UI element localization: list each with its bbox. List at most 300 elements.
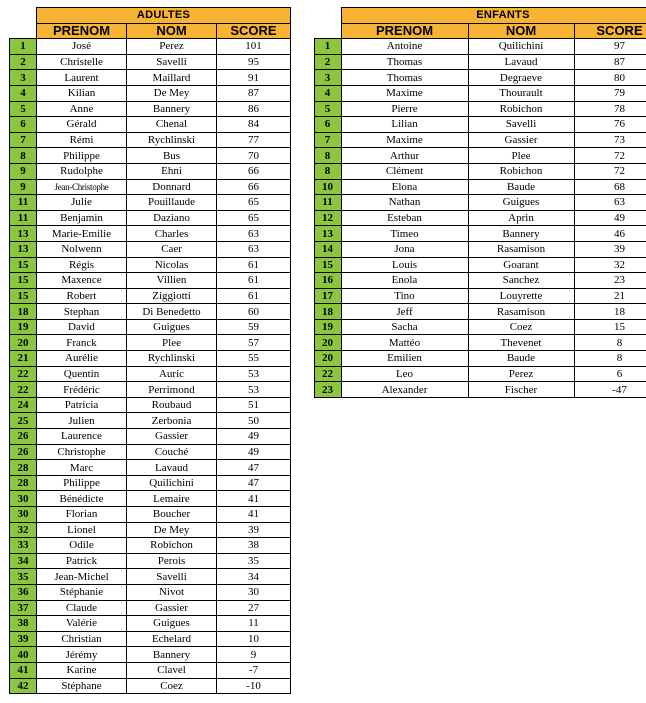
table-row <box>10 226 291 242</box>
blank-corner <box>290 8 314 24</box>
score-cell: 72 <box>574 163 646 179</box>
score-cell: 66 <box>217 163 291 179</box>
table-row <box>290 39 646 55</box>
nom-cell: Rasamison <box>468 304 574 320</box>
prenom-cell: Valérie <box>37 616 127 632</box>
nom-cell: Degraeve <box>468 70 574 86</box>
spacer-cell <box>290 382 314 398</box>
score-cell: 10 <box>217 631 291 647</box>
table-row <box>290 132 646 148</box>
rank-cell: 20 <box>10 335 37 351</box>
table-row <box>10 616 291 632</box>
rank-cell: 32 <box>10 522 37 538</box>
prenom-cell: Karine <box>37 662 127 678</box>
rank-cell: 15 <box>10 273 37 289</box>
prenom-cell: Maxime <box>341 132 468 148</box>
score-cell: 95 <box>217 54 291 70</box>
table-row <box>10 491 291 507</box>
rank-cell: 26 <box>10 429 37 445</box>
prenom-cell: Claude <box>37 600 127 616</box>
spacer-cell <box>290 226 314 242</box>
table-row <box>10 335 291 351</box>
rank-cell: 3 <box>10 70 37 86</box>
score-cell: 27 <box>217 600 291 616</box>
rank-cell: 37 <box>10 600 37 616</box>
score-cell: -7 <box>217 662 291 678</box>
nom-cell: Clavel <box>127 662 217 678</box>
prenom-cell: Jean-Christophe <box>37 179 127 195</box>
prenom-cell: Benjamin <box>37 210 127 226</box>
nom-cell: Auric <box>127 366 217 382</box>
rank-cell: 12 <box>314 210 341 226</box>
table-row <box>10 460 291 476</box>
rank-cell: 25 <box>10 413 37 429</box>
table-row <box>10 101 291 117</box>
nom-cell: Bannery <box>127 647 217 663</box>
prenom-cell: Franck <box>37 335 127 351</box>
nom-cell: Rasamison <box>468 241 574 257</box>
table-row <box>10 210 291 226</box>
nom-cell: Thevenet <box>468 335 574 351</box>
table-row <box>290 163 646 179</box>
nom-cell: Perez <box>127 39 217 55</box>
spacer-cell <box>290 70 314 86</box>
table-row <box>10 163 291 179</box>
prenom-cell: Marie-Emilie <box>37 226 127 242</box>
column-header-score: SCORE <box>574 23 646 39</box>
rank-cell: 2 <box>314 54 341 70</box>
table-row <box>290 101 646 117</box>
column-header-prenom: PRENOM <box>341 23 468 39</box>
prenom-cell: Stéphanie <box>37 584 127 600</box>
table-row <box>10 195 291 211</box>
rank-cell: 40 <box>10 647 37 663</box>
score-cell: 55 <box>217 351 291 367</box>
rank-cell: 33 <box>10 538 37 554</box>
nom-cell: Perois <box>127 553 217 569</box>
rank-cell: 23 <box>314 382 341 398</box>
nom-cell: Boucher <box>127 507 217 523</box>
prenom-cell: Philippe <box>37 475 127 491</box>
score-cell: 34 <box>217 569 291 585</box>
rank-cell: 19 <box>314 319 341 335</box>
rank-cell: 13 <box>314 226 341 242</box>
score-cell: 46 <box>574 226 646 242</box>
prenom-cell: Stephan <box>37 304 127 320</box>
rank-cell: 20 <box>314 351 341 367</box>
prenom-cell: Jean-Michel <box>37 569 127 585</box>
nom-cell: Chenal <box>127 117 217 133</box>
nom-cell: Coez <box>127 678 217 694</box>
score-cell: 49 <box>217 429 291 445</box>
score-cell: 11 <box>217 616 291 632</box>
rank-cell: 18 <box>10 304 37 320</box>
nom-cell: Perrimond <box>127 382 217 398</box>
prenom-cell: Rudolphe <box>37 163 127 179</box>
nom-cell: Caer <box>127 241 217 257</box>
spacer-cell <box>290 179 314 195</box>
nom-cell: Lavaud <box>468 54 574 70</box>
rank-cell: 6 <box>10 117 37 133</box>
table-row <box>10 553 291 569</box>
score-cell: 51 <box>217 397 291 413</box>
nom-cell: Thourault <box>468 85 574 101</box>
rank-cell: 21 <box>10 351 37 367</box>
blank-corner <box>290 23 314 39</box>
score-cell: 86 <box>217 101 291 117</box>
score-cell: 78 <box>574 101 646 117</box>
table-row <box>10 148 291 164</box>
score-cell: 66 <box>217 179 291 195</box>
prenom-cell: Antoine <box>341 39 468 55</box>
spacer-cell <box>290 163 314 179</box>
score-cell: 39 <box>217 522 291 538</box>
table-row <box>10 288 291 304</box>
score-cell: 23 <box>574 273 646 289</box>
rank-cell: 39 <box>10 631 37 647</box>
prenom-cell: Stéphane <box>37 678 127 694</box>
nom-cell: Ziggiotti <box>127 288 217 304</box>
prenom-cell: Frédéric <box>37 382 127 398</box>
spacer-cell <box>290 210 314 226</box>
rank-cell: 34 <box>10 553 37 569</box>
nom-cell: Roubaud <box>127 397 217 413</box>
rank-cell: 22 <box>10 366 37 382</box>
prenom-cell: Quentin <box>37 366 127 382</box>
table-row <box>10 70 291 86</box>
nom-cell: Robichon <box>468 163 574 179</box>
nom-cell: Rychlinski <box>127 132 217 148</box>
rank-cell: 8 <box>314 163 341 179</box>
nom-cell: Savelli <box>468 117 574 133</box>
rank-cell: 24 <box>10 397 37 413</box>
rank-cell: 16 <box>314 273 341 289</box>
nom-cell: Louyrette <box>468 288 574 304</box>
score-cell: 50 <box>217 413 291 429</box>
nom-cell: Bannery <box>127 101 217 117</box>
rank-cell: 26 <box>10 444 37 460</box>
rank-cell: 41 <box>10 662 37 678</box>
nom-cell: Charles <box>127 226 217 242</box>
table-row <box>10 569 291 585</box>
blank-corner <box>10 8 37 24</box>
score-cell: 79 <box>574 85 646 101</box>
spacer-cell <box>290 241 314 257</box>
enfants-title: ENFANTS <box>341 8 646 24</box>
nom-cell: Gassier <box>468 132 574 148</box>
prenom-cell: Philippe <box>37 148 127 164</box>
table-row <box>10 429 291 445</box>
prenom-cell: Christelle <box>37 54 127 70</box>
prenom-cell: Sacha <box>341 319 468 335</box>
rank-cell: 42 <box>10 678 37 694</box>
table-row <box>10 54 291 70</box>
blank-corner <box>314 8 341 24</box>
table-row <box>290 85 646 101</box>
rank-cell: 4 <box>10 85 37 101</box>
score-cell: 91 <box>217 70 291 86</box>
score-cell: 6 <box>574 366 646 382</box>
score-cell: 39 <box>574 241 646 257</box>
prenom-cell: Alexander <box>341 382 468 398</box>
score-cell: 70 <box>217 148 291 164</box>
column-header-prenom: PRENOM <box>37 23 127 39</box>
spacer-cell <box>290 304 314 320</box>
prenom-cell: Enola <box>341 273 468 289</box>
table-row <box>290 54 646 70</box>
score-cell: 49 <box>574 210 646 226</box>
table-row <box>290 241 646 257</box>
table-row <box>10 475 291 491</box>
prenom-cell: Lionel <box>37 522 127 538</box>
table-row <box>10 584 291 600</box>
adultes-table <box>9 7 291 694</box>
rank-cell: 4 <box>314 85 341 101</box>
prenom-cell: Jeff <box>341 304 468 320</box>
column-header-nom: NOM <box>127 23 217 39</box>
nom-cell: Baude <box>468 351 574 367</box>
enfants-table <box>290 7 646 398</box>
blank-corner <box>10 23 37 39</box>
rank-cell: 13 <box>10 226 37 242</box>
nom-cell: Baude <box>468 179 574 195</box>
table-row <box>290 319 646 335</box>
score-cell: 15 <box>574 319 646 335</box>
prenom-cell: Christophe <box>37 444 127 460</box>
prenom-cell: Esteban <box>341 210 468 226</box>
table-row <box>10 444 291 460</box>
table-row <box>10 304 291 320</box>
nom-cell: De Mey <box>127 522 217 538</box>
spacer-cell <box>290 257 314 273</box>
spacer-cell <box>290 335 314 351</box>
nom-cell: Donnard <box>127 179 217 195</box>
nom-cell: Robichon <box>468 101 574 117</box>
nom-cell: Di Benedetto <box>127 304 217 320</box>
spacer-cell <box>290 148 314 164</box>
nom-cell: Quilichini <box>127 475 217 491</box>
prenom-cell: Régis <box>37 257 127 273</box>
score-cell: 53 <box>217 382 291 398</box>
table-row <box>10 631 291 647</box>
adultes-rows <box>10 39 291 694</box>
table-row <box>290 257 646 273</box>
nom-cell: Nivot <box>127 584 217 600</box>
table-row <box>10 413 291 429</box>
score-cell: 76 <box>574 117 646 133</box>
prenom-cell: Jona <box>341 241 468 257</box>
score-cell: 87 <box>574 54 646 70</box>
table-row <box>290 226 646 242</box>
score-cell: 41 <box>217 491 291 507</box>
score-cell: 65 <box>217 210 291 226</box>
score-cell: 65 <box>217 195 291 211</box>
score-cell: 59 <box>217 319 291 335</box>
table-row <box>10 662 291 678</box>
table-row <box>290 273 646 289</box>
score-cell: 47 <box>217 460 291 476</box>
nom-cell: Bannery <box>468 226 574 242</box>
rank-cell: 22 <box>10 382 37 398</box>
prenom-cell: Nolwenn <box>37 241 127 257</box>
rank-cell: 11 <box>314 195 341 211</box>
blank-corner <box>314 23 341 39</box>
table-row <box>10 538 291 554</box>
score-cell: 38 <box>217 538 291 554</box>
prenom-cell: Julie <box>37 195 127 211</box>
table-row <box>10 351 291 367</box>
prenom-cell: Maxime <box>341 85 468 101</box>
score-cell: 87 <box>217 85 291 101</box>
spacer-cell <box>290 39 314 55</box>
spacer-cell <box>290 101 314 117</box>
prenom-cell: Thomas <box>341 54 468 70</box>
nom-cell: Lemaire <box>127 491 217 507</box>
prenom-cell: Leo <box>341 366 468 382</box>
prenom-cell: Laurent <box>37 70 127 86</box>
spacer-cell <box>290 319 314 335</box>
prenom-cell: Tino <box>341 288 468 304</box>
score-cell: 63 <box>217 226 291 242</box>
rank-cell: 14 <box>314 241 341 257</box>
score-cell: 8 <box>574 351 646 367</box>
score-cell: 21 <box>574 288 646 304</box>
nom-cell: Pouillaude <box>127 195 217 211</box>
nom-cell: Aprin <box>468 210 574 226</box>
rank-cell: 7 <box>314 132 341 148</box>
table-row <box>290 210 646 226</box>
rank-cell: 35 <box>10 569 37 585</box>
rank-cell: 9 <box>10 179 37 195</box>
rank-cell: 28 <box>10 475 37 491</box>
rank-cell: 17 <box>314 288 341 304</box>
prenom-cell: Patrick <box>37 553 127 569</box>
table-row <box>10 397 291 413</box>
spacer-cell <box>290 195 314 211</box>
prenom-cell: Christian <box>37 631 127 647</box>
table-row <box>10 678 291 694</box>
spacer-cell <box>290 117 314 133</box>
score-cell: 80 <box>574 70 646 86</box>
rank-cell: 13 <box>10 241 37 257</box>
score-cell: 61 <box>217 273 291 289</box>
rank-cell: 11 <box>10 210 37 226</box>
prenom-cell: Odile <box>37 538 127 554</box>
table-row <box>10 366 291 382</box>
rank-cell: 15 <box>314 257 341 273</box>
nom-cell: Savelli <box>127 569 217 585</box>
score-cell: 73 <box>574 132 646 148</box>
table-row <box>10 507 291 523</box>
score-cell: 97 <box>574 39 646 55</box>
rank-cell: 30 <box>10 491 37 507</box>
score-cell: 63 <box>574 195 646 211</box>
nom-cell: Plee <box>468 148 574 164</box>
rank-cell: 38 <box>10 616 37 632</box>
prenom-cell: Maxence <box>37 273 127 289</box>
rank-cell: 22 <box>314 366 341 382</box>
score-cell: 35 <box>217 553 291 569</box>
prenom-cell: Rémi <box>37 132 127 148</box>
prenom-cell: Anne <box>37 101 127 117</box>
nom-cell: Couché <box>127 444 217 460</box>
nom-cell: Plee <box>127 335 217 351</box>
score-cell: 49 <box>217 444 291 460</box>
table-row <box>290 179 646 195</box>
spacer-cell <box>290 351 314 367</box>
nom-cell: Perez <box>468 366 574 382</box>
rank-cell: 11 <box>10 195 37 211</box>
prenom-cell: Mattéo <box>341 335 468 351</box>
prenom-cell: Robert <box>37 288 127 304</box>
table-row <box>10 132 291 148</box>
prenom-cell: Arthur <box>341 148 468 164</box>
nom-cell: De Mey <box>127 85 217 101</box>
score-cell: 68 <box>574 179 646 195</box>
prenom-cell: Patricia <box>37 397 127 413</box>
nom-cell: Ehni <box>127 163 217 179</box>
table-row <box>10 273 291 289</box>
nom-cell: Gassier <box>127 600 217 616</box>
table-row <box>290 335 646 351</box>
rank-cell: 5 <box>314 101 341 117</box>
prenom-cell: Emilien <box>341 351 468 367</box>
prenom-cell: José <box>37 39 127 55</box>
prenom-cell: Florian <box>37 507 127 523</box>
nom-cell: Rychlinski <box>127 351 217 367</box>
table-row <box>10 319 291 335</box>
nom-cell: Guigues <box>127 616 217 632</box>
prenom-cell: Thomas <box>341 70 468 86</box>
adultes-title: ADULTES <box>37 8 291 24</box>
score-cell: 63 <box>217 241 291 257</box>
score-cell: 60 <box>217 304 291 320</box>
nom-cell: Savelli <box>127 54 217 70</box>
rank-cell: 36 <box>10 584 37 600</box>
nom-cell: Goarant <box>468 257 574 273</box>
prenom-cell: Timeo <box>341 226 468 242</box>
spacer-cell <box>290 273 314 289</box>
rank-cell: 19 <box>10 319 37 335</box>
prenom-cell: Clément <box>341 163 468 179</box>
rank-cell: 2 <box>10 54 37 70</box>
rank-cell: 1 <box>10 39 37 55</box>
rank-cell: 15 <box>10 288 37 304</box>
score-cell: 47 <box>217 475 291 491</box>
score-cell: 84 <box>217 117 291 133</box>
rank-cell: 28 <box>10 460 37 476</box>
table-row <box>290 117 646 133</box>
score-cell: 57 <box>217 335 291 351</box>
rank-cell: 18 <box>314 304 341 320</box>
score-cell: -47 <box>574 382 646 398</box>
score-cell: 18 <box>574 304 646 320</box>
table-row <box>10 600 291 616</box>
score-cell: 41 <box>217 507 291 523</box>
table-row <box>10 39 291 55</box>
spacer-cell <box>290 132 314 148</box>
table-row <box>290 366 646 382</box>
table-row <box>290 304 646 320</box>
prenom-cell: Gérald <box>37 117 127 133</box>
table-row <box>10 522 291 538</box>
score-cell: 8 <box>574 335 646 351</box>
nom-cell: Sanchez <box>468 273 574 289</box>
table-row <box>290 70 646 86</box>
nom-cell: Villien <box>127 273 217 289</box>
table-row <box>10 85 291 101</box>
table-row <box>10 382 291 398</box>
